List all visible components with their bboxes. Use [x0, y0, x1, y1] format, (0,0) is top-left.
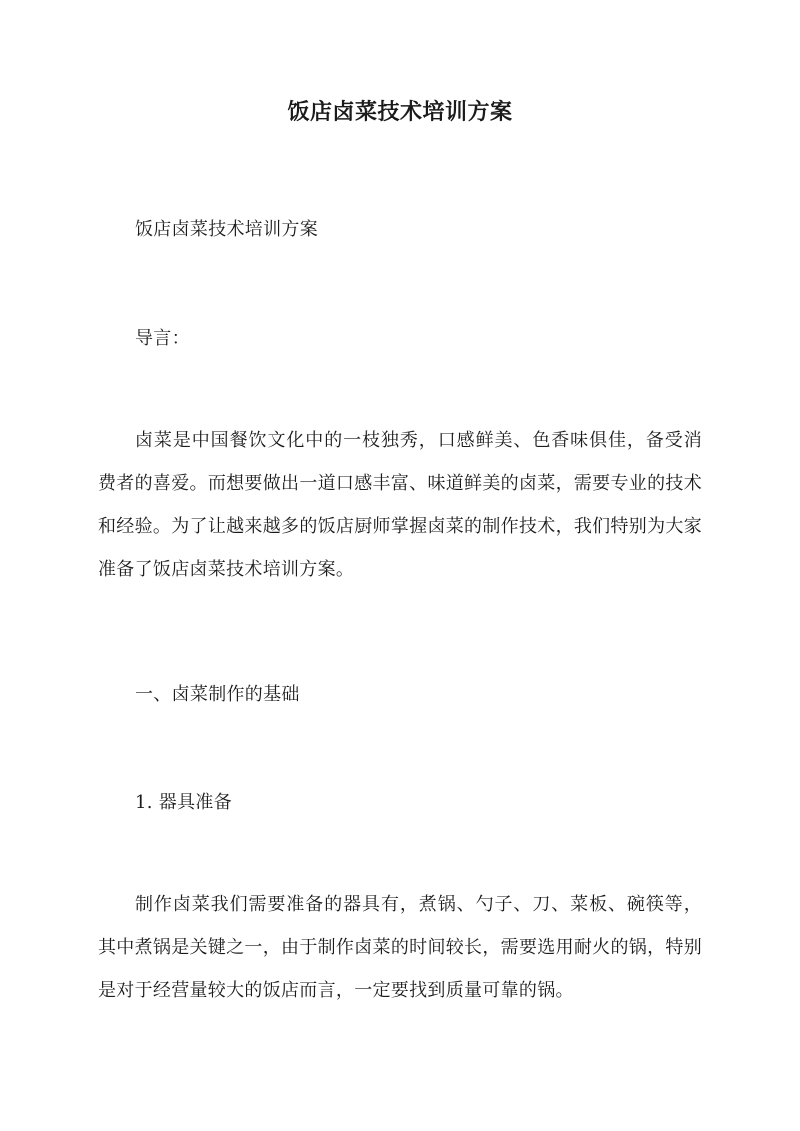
intro-heading: 导言：: [135, 328, 190, 349]
intro-paragraph: 卤菜是中国餐饮文化中的一枝独秀，口感鲜美、色香味俱佳，备受消费者的喜爱。而想要做出一道口感丰富、味道鲜美的卤菜，需要专业的技术和经验。为了让越来越多的饭店厨师掌握卤菜的制作技术，我们特别为大家准备了饭店卤菜技术培训方案。: [98, 430, 702, 580]
document-title: 饭店卤菜技术培训方案: [287, 99, 513, 125]
section-heading-basics: 一、卤菜制作的基础: [135, 684, 300, 705]
tools-paragraph: 制作卤菜我们需要准备的器具有，煮锅、勺子、刀、菜板、碗筷等，其中煮锅是关键之一，由于制作卤菜的时间较长，需要选用耐火的锅，特别是对于经营量较大的饭店而言，一定要找到质量可靠的锅。: [98, 894, 702, 1001]
subsection-heading-tools: 1. 器具准备: [135, 792, 232, 813]
document-subtitle: 饭店卤菜技术培训方案: [135, 219, 318, 240]
